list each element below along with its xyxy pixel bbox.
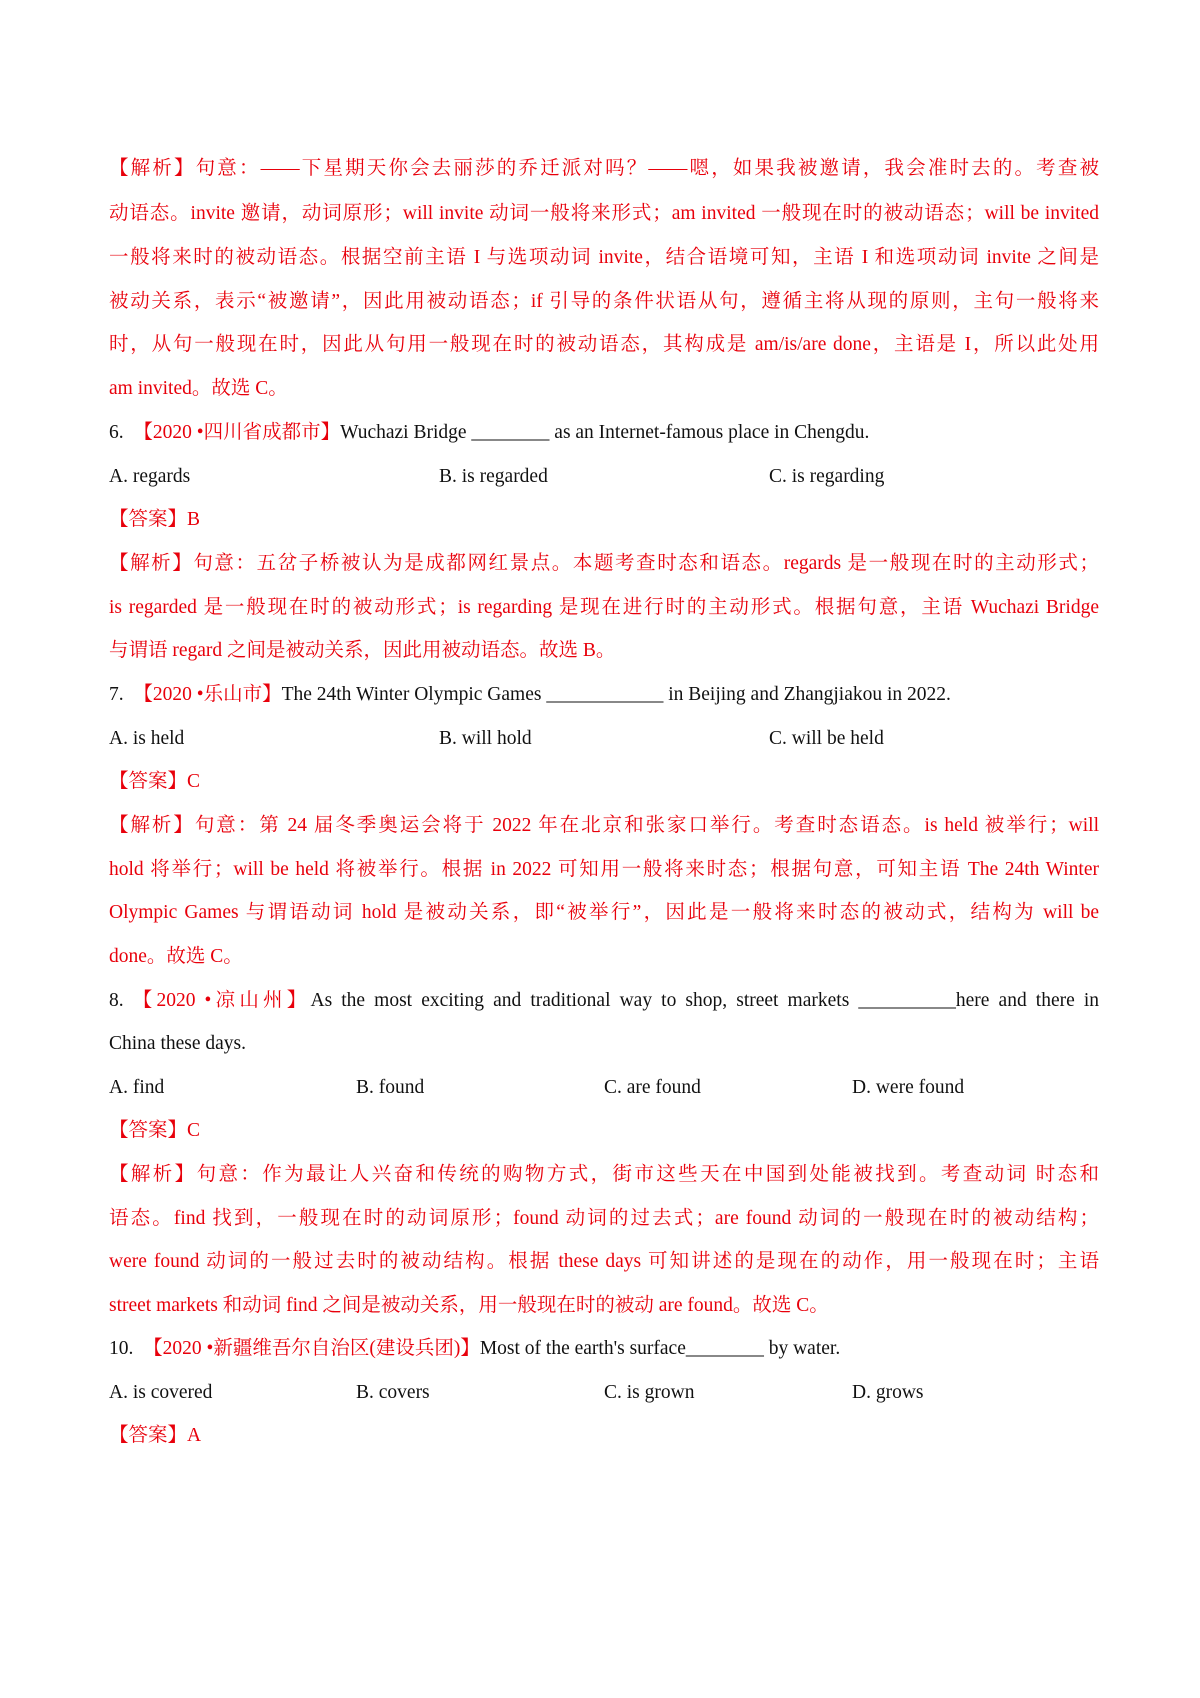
q6-analysis-line-1: 【解析】句意：五岔子桥被认为是成都网红景点。本题考查时态和语态。regards 是一般现在时的主动形式； [109, 553, 1099, 574]
q7-option-b: B. will hold [439, 728, 532, 749]
q8-analysis-line-4: street markets 和动词 find 之间是被动关系，用一般现在时的被动 are found。故选 C。 [109, 1295, 829, 1316]
q8-option-c: C. are found [604, 1077, 701, 1098]
q8-number: 8. [109, 990, 124, 1011]
q10-question [109, 1334, 840, 1364]
q10-option-d: D. grows [852, 1382, 924, 1403]
q8-question-cont: China these days. [109, 1033, 247, 1054]
q10-option-c: C. is grown [604, 1382, 695, 1403]
q7-answer: 【答案】C [109, 771, 201, 792]
q10-number: 10. [109, 1338, 134, 1359]
q6-source: 【2020 •四川省成都市】 [133, 422, 341, 443]
q10-answer: 【答案】A [109, 1425, 202, 1446]
q6-stem: Wuchazi Bridge ________ as an Internet-famous place in Chengdu. [340, 422, 870, 443]
q8-source: 【2020 •凉山州】 [132, 990, 311, 1011]
q7-source: 【2020 •乐山市】 [133, 684, 282, 705]
q10-option-b: B. covers [356, 1382, 430, 1403]
q7-stem: The 24th Winter Olympic Games ____________ in Beijing and Zhangjiakou in 2022. [281, 684, 951, 705]
q8-option-a: A. find [109, 1077, 165, 1098]
q5-analysis-line-5: 时，从句一般现在时，因此从句用一般现在时的被动语态，其构成是 am/is/are done，主语是 I，所以此处用 [109, 334, 1099, 355]
q7-analysis-line-3: Olympic Games 与谓语动词 hold 是被动关系，即“被举行”，因此是一般将来时态的被动式，结构为 will be [109, 902, 1099, 923]
q8-option-d: D. were found [852, 1077, 965, 1098]
q6-analysis-line-3: 与谓语 regard 之间是被动关系，因此用被动语态。故选 B。 [109, 640, 616, 661]
q5-analysis-line-6: am invited。故选 C。 [109, 378, 288, 399]
q6-answer: 【答案】B [109, 509, 201, 530]
q8-answer: 【答案】C [109, 1120, 201, 1141]
q6-number: 6. [109, 422, 124, 443]
q7-analysis-line-2: hold 将举行；will be held 将被举行。根据 in 2022 可知用一般将来时态；根据句意，可知主语 The 24th Winter [109, 859, 1099, 880]
q10-stem: Most of the earth's surface________ by water. [479, 1338, 841, 1359]
q5-analysis-line-4: 被动关系，表示“被邀请”，因此用被动语态；if 引导的条件状语从句，遵循主将从现的原则，主句一般将来 [109, 291, 1099, 312]
q6-option-b: B. is regarded [439, 466, 548, 487]
q6-option-a: A. regards [109, 466, 191, 487]
q7-analysis-line-4: done。故选 C。 [109, 946, 243, 967]
q8-stem: As the most exciting and traditional way to shop, street markets __________here and there in [310, 990, 1100, 1011]
q6-option-c: C. is regarding [769, 466, 885, 487]
q7-option-a: A. is held [109, 728, 185, 749]
q7-option-c: C. will be held [769, 728, 884, 749]
q7-analysis-line-1: 【解析】句意：第 24 届冬季奥运会将于 2022 年在北京和张家口举行。考查时态语态。is held 被举行；will [109, 815, 1099, 836]
q5-analysis-line-2: 动语态。invite 邀请，动词原形；will invite 动词一般将来形式；am invited 一般现在时的被动语态；will be invited [109, 203, 1099, 224]
q7-question [109, 680, 951, 710]
q10-source: 【2020 •新疆维吾尔自治区(建设兵团)】 [143, 1338, 480, 1359]
q8-analysis-line-1: 【解析】句意：作为最让人兴奋和传统的购物方式，街市这些天在中国到处能被找到。考查动词 时态和 [109, 1164, 1099, 1185]
q8-question [109, 986, 1099, 1016]
q8-analysis-line-2: 语态。find 找到，一般现在时的动词原形；found 动词的过去式；are found 动词的一般现在时的被动结构； [109, 1208, 1099, 1229]
q8-analysis-line-3: were found 动词的一般过去时的被动结构。根据 these days 可知讲述的是现在的动作，用一般现在时；主语 [109, 1251, 1099, 1272]
q7-number: 7. [109, 684, 124, 705]
q5-analysis-line-1: 【解析】句意：——下星期天你会去丽莎的乔迁派对吗？——嗯，如果我被邀请，我会准时去的。考查被 [109, 158, 1099, 179]
q8-option-b: B. found [356, 1077, 425, 1098]
q6-analysis-line-2: is regarded 是一般现在时的被动形式；is regarding 是现在进行时的主动形式。根据句意，主语 Wuchazi Bridge [109, 597, 1099, 618]
q6-question [109, 418, 869, 448]
q5-analysis-line-3: 一般将来时的被动语态。根据空前主语 I 与选项动词 invite，结合语境可知，主语 I 和选项动词 invite 之间是 [109, 247, 1099, 268]
q10-option-a: A. is covered [109, 1382, 213, 1403]
